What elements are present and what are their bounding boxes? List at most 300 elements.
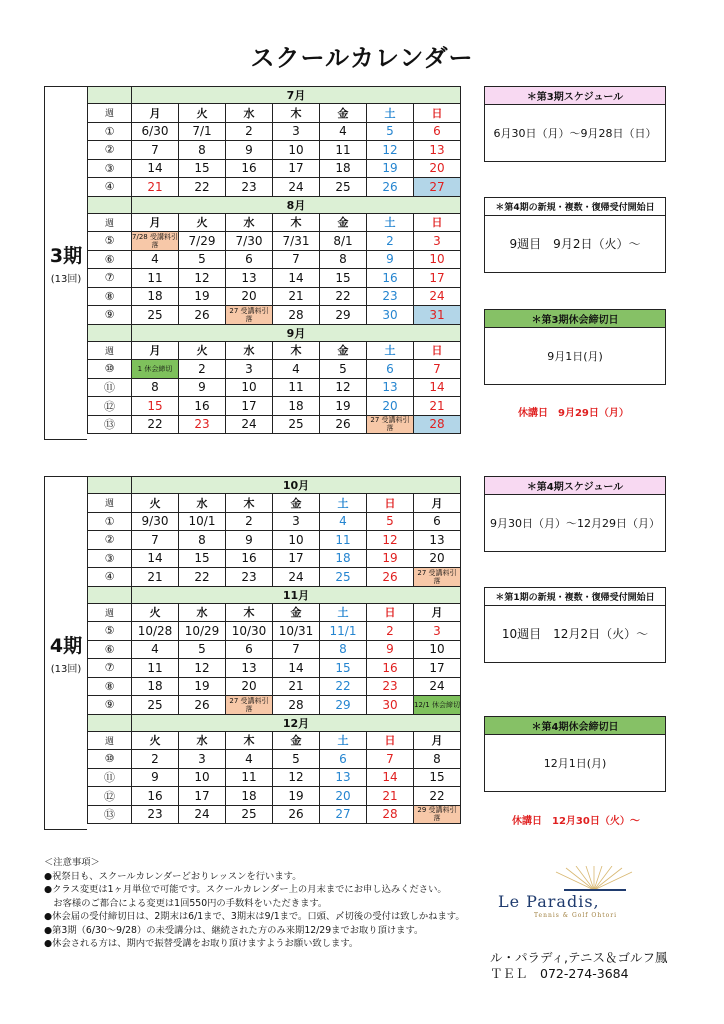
term-3-label bbox=[44, 86, 87, 440]
t4-schedule-box bbox=[484, 476, 666, 552]
week-number: ⑨ bbox=[88, 696, 132, 715]
term-name: 3期 bbox=[49, 245, 83, 267]
day-cell: 5 bbox=[367, 122, 414, 141]
week-number: ⑫ bbox=[88, 397, 132, 416]
week-row bbox=[88, 787, 461, 806]
day-cell: 19 bbox=[367, 549, 414, 568]
day-cell: 16 bbox=[367, 659, 414, 678]
day-cell: 17 bbox=[414, 659, 461, 678]
day-cell: 8 bbox=[132, 378, 179, 397]
day-cell: 12 bbox=[367, 531, 414, 550]
day-cell: 12 bbox=[367, 141, 414, 160]
day-cell: 29 bbox=[320, 306, 367, 325]
day-cell: 12 bbox=[273, 768, 320, 787]
day-cell: 7/30 bbox=[226, 232, 273, 251]
weekday-header: 水 bbox=[226, 341, 273, 360]
day-cell: 3 bbox=[273, 512, 320, 531]
weekday-header: 木 bbox=[226, 494, 273, 513]
box-heading: ＊第3期スケジュール bbox=[485, 87, 665, 105]
day-cell: 20 bbox=[226, 677, 273, 696]
weekday-header: 土 bbox=[367, 213, 414, 232]
day-cell: 25 bbox=[273, 415, 320, 434]
day-cell: 25 bbox=[320, 178, 367, 197]
day-cell: 6 bbox=[226, 640, 273, 659]
day-cell: 24 bbox=[273, 178, 320, 197]
weekday-header: 月 bbox=[414, 731, 461, 750]
day-cell: 2 bbox=[367, 232, 414, 251]
week-number: ⑪ bbox=[88, 378, 132, 397]
week-column-header: 週 bbox=[88, 494, 132, 513]
week-number: ⑩ bbox=[88, 750, 132, 769]
day-cell: 11 bbox=[132, 659, 179, 678]
day-cell: 9/30 bbox=[132, 512, 179, 531]
weekday-header: 日 bbox=[367, 731, 414, 750]
company-name: ル・パラディ,テニス＆ゴルフ鳳 bbox=[490, 950, 668, 965]
day-cell: 7 bbox=[273, 250, 320, 269]
month-title: 11月 bbox=[132, 586, 461, 603]
day-cell: 14 bbox=[132, 159, 179, 178]
day-cell: 10/30 bbox=[226, 622, 273, 641]
day-cell: 23 bbox=[226, 178, 273, 197]
day-cell: 2 bbox=[226, 512, 273, 531]
t4-registration-box bbox=[484, 197, 666, 273]
day-cell: 7/1 bbox=[179, 122, 226, 141]
day-cell: 7/31 bbox=[273, 232, 320, 251]
week-row bbox=[88, 269, 461, 288]
day-cell: 9 bbox=[132, 768, 179, 787]
day-cell: 11 bbox=[132, 269, 179, 288]
day-cell: 13 bbox=[226, 269, 273, 288]
week-number: ⑦ bbox=[88, 659, 132, 678]
day-cell: 6 bbox=[414, 512, 461, 531]
day-cell: 29 受講料引落 bbox=[414, 805, 461, 824]
week-column-header: 週 bbox=[88, 603, 132, 622]
term-4-table bbox=[87, 476, 461, 824]
day-cell: 25 bbox=[132, 696, 179, 715]
month-header-row bbox=[88, 324, 461, 341]
weekday-header: 金 bbox=[320, 213, 367, 232]
day-cell: 13 bbox=[226, 659, 273, 678]
weekday-header: 月 bbox=[132, 213, 179, 232]
day-cell: 20 bbox=[320, 787, 367, 806]
day-cell: 18 bbox=[273, 397, 320, 416]
day-cell: 10/28 bbox=[132, 622, 179, 641]
day-cell: 19 bbox=[179, 287, 226, 306]
week-row bbox=[88, 512, 461, 531]
month-title: 10月 bbox=[132, 477, 461, 494]
day-cell: 18 bbox=[132, 287, 179, 306]
weekday-header-row bbox=[88, 603, 461, 622]
week-number: ⑥ bbox=[88, 250, 132, 269]
box-body: 9月1日(月) bbox=[547, 349, 603, 363]
week-column-header: 週 bbox=[88, 213, 132, 232]
day-cell: 20 bbox=[367, 397, 414, 416]
week-number: ⑧ bbox=[88, 287, 132, 306]
day-cell: 3 bbox=[273, 122, 320, 141]
term-name: 4期 bbox=[49, 635, 83, 657]
month-header-row bbox=[88, 196, 461, 213]
day-cell: 28 bbox=[367, 805, 414, 824]
week-column-header: 週 bbox=[88, 104, 132, 123]
day-cell: 20 bbox=[414, 549, 461, 568]
week-row bbox=[88, 232, 461, 251]
weekday-header: 日 bbox=[414, 213, 461, 232]
box-heading: ＊第4期休会締切日 bbox=[485, 717, 665, 735]
day-cell: 2 bbox=[367, 622, 414, 641]
day-cell: 15 bbox=[132, 397, 179, 416]
weekday-header: 日 bbox=[414, 341, 461, 360]
day-cell: 23 bbox=[226, 568, 273, 587]
weekday-header: 日 bbox=[367, 494, 414, 513]
day-cell: 4 bbox=[320, 512, 367, 531]
day-cell: 14 bbox=[273, 269, 320, 288]
day-cell: 1 休会締切 bbox=[132, 360, 179, 379]
notes-heading: ＜注意事項＞ bbox=[44, 857, 100, 868]
day-cell: 22 bbox=[414, 787, 461, 806]
week-row bbox=[88, 250, 461, 269]
day-cell: 11 bbox=[273, 378, 320, 397]
day-cell: 2 bbox=[132, 750, 179, 769]
week-number: ② bbox=[88, 531, 132, 550]
day-cell: 16 bbox=[226, 549, 273, 568]
box-body: 9月30日（月）～12月29日（月） bbox=[490, 516, 660, 530]
day-cell: 6 bbox=[226, 250, 273, 269]
weekday-header: 日 bbox=[414, 104, 461, 123]
day-cell: 27 受講料引落 bbox=[226, 306, 273, 325]
day-cell: 10/31 bbox=[273, 622, 320, 641]
day-cell: 17 bbox=[273, 549, 320, 568]
weekday-header: 土 bbox=[367, 104, 414, 123]
day-cell: 24 bbox=[414, 287, 461, 306]
box-body: 10週目 12月2日（火）～ bbox=[501, 627, 649, 641]
day-cell: 25 bbox=[320, 568, 367, 587]
day-cell: 20 bbox=[414, 159, 461, 178]
day-cell: 19 bbox=[179, 677, 226, 696]
day-cell: 22 bbox=[132, 415, 179, 434]
week-number: ⑫ bbox=[88, 787, 132, 806]
month-title: 12月 bbox=[132, 714, 461, 731]
week-row bbox=[88, 750, 461, 769]
weekday-header: 木 bbox=[226, 603, 273, 622]
notes-line: ●第3期（6/30～9/28）の未受講分は、継続された方のみ来期12/29までお取り頂けます。 bbox=[44, 924, 424, 936]
weekday-header: 土 bbox=[367, 341, 414, 360]
weekday-header: 木 bbox=[273, 213, 320, 232]
weekday-header: 金 bbox=[273, 494, 320, 513]
day-cell: 5 bbox=[273, 750, 320, 769]
weekday-header: 水 bbox=[226, 213, 273, 232]
day-cell: 6 bbox=[414, 122, 461, 141]
week-number: ① bbox=[88, 512, 132, 531]
box-heading: ＊第4期の新規・複数・復帰受付開始日 bbox=[485, 198, 665, 216]
month-header-row bbox=[88, 586, 461, 603]
week-number: ④ bbox=[88, 178, 132, 197]
week-number: ⑤ bbox=[88, 622, 132, 641]
day-cell: 8 bbox=[320, 250, 367, 269]
weekday-header: 水 bbox=[179, 731, 226, 750]
day-cell: 4 bbox=[132, 640, 179, 659]
weekday-header: 火 bbox=[132, 731, 179, 750]
week-row bbox=[88, 397, 461, 416]
week-column-header: 週 bbox=[88, 731, 132, 750]
day-cell: 5 bbox=[179, 250, 226, 269]
weekday-header: 月 bbox=[414, 603, 461, 622]
weekday-header: 金 bbox=[273, 603, 320, 622]
day-cell: 12 bbox=[179, 269, 226, 288]
day-cell: 19 bbox=[273, 787, 320, 806]
day-cell: 3 bbox=[414, 232, 461, 251]
day-cell: 25 bbox=[226, 805, 273, 824]
notes-line: ●クラス変更は1ヶ月単位で可能です。スクールカレンダー上の月末までにお申し込みください。 bbox=[44, 884, 447, 895]
day-cell: 14 bbox=[132, 549, 179, 568]
weekday-header: 土 bbox=[320, 731, 367, 750]
day-cell: 10 bbox=[273, 531, 320, 550]
week-number: ⑤ bbox=[88, 232, 132, 251]
box-body: 12月1日(月) bbox=[543, 756, 607, 770]
t4-deadline-box bbox=[484, 716, 666, 792]
day-cell: 8 bbox=[320, 640, 367, 659]
day-cell: 21 bbox=[273, 287, 320, 306]
day-cell: 14 bbox=[367, 768, 414, 787]
day-cell: 24 bbox=[179, 805, 226, 824]
day-cell: 14 bbox=[414, 378, 461, 397]
day-cell: 10/29 bbox=[179, 622, 226, 641]
day-cell: 15 bbox=[179, 159, 226, 178]
day-cell: 22 bbox=[179, 568, 226, 587]
day-cell: 9 bbox=[226, 141, 273, 160]
week-row bbox=[88, 805, 461, 824]
day-cell: 24 bbox=[226, 415, 273, 434]
day-cell: 3 bbox=[179, 750, 226, 769]
day-cell: 13 bbox=[367, 378, 414, 397]
day-cell: 4 bbox=[226, 750, 273, 769]
week-row bbox=[88, 659, 461, 678]
weekday-header: 火 bbox=[179, 213, 226, 232]
week-row bbox=[88, 159, 461, 178]
weekday-header: 火 bbox=[132, 603, 179, 622]
day-cell: 9 bbox=[226, 531, 273, 550]
week-number: ⑥ bbox=[88, 640, 132, 659]
month-spacer bbox=[88, 324, 132, 341]
day-cell: 4 bbox=[273, 360, 320, 379]
weekday-header-row bbox=[88, 341, 461, 360]
term-3-table bbox=[87, 86, 461, 434]
week-number: ⑬ bbox=[88, 415, 132, 434]
day-cell: 21 bbox=[367, 787, 414, 806]
day-cell: 11/1 bbox=[320, 622, 367, 641]
month-spacer bbox=[88, 477, 132, 494]
day-cell: 31 bbox=[414, 306, 461, 325]
day-cell: 21 bbox=[273, 677, 320, 696]
term-3-calendar bbox=[44, 86, 464, 440]
day-cell: 18 bbox=[320, 549, 367, 568]
week-row bbox=[88, 549, 461, 568]
notes-line: ●休会される方は、期内で振替受講をお取り頂けますようお願い致します。 bbox=[44, 938, 359, 949]
logo-main-text: Le Paradis, bbox=[498, 892, 600, 911]
week-number: ⑨ bbox=[88, 306, 132, 325]
week-row bbox=[88, 622, 461, 641]
notes-line: ●祝祭日も、スクールカレンダーどおりレッスンを行います。 bbox=[44, 870, 302, 882]
week-number: ⑧ bbox=[88, 677, 132, 696]
day-cell: 16 bbox=[132, 787, 179, 806]
day-cell: 30 bbox=[367, 696, 414, 715]
day-cell: 10 bbox=[226, 378, 273, 397]
weekday-header: 金 bbox=[320, 341, 367, 360]
term-count: (13回) bbox=[50, 664, 82, 675]
weekday-header-row bbox=[88, 494, 461, 513]
day-cell: 27 受講料引落 bbox=[367, 415, 414, 434]
day-cell: 17 bbox=[273, 159, 320, 178]
day-cell: 15 bbox=[320, 659, 367, 678]
day-cell: 27 受講料引落 bbox=[226, 696, 273, 715]
week-row bbox=[88, 378, 461, 397]
term-count: (13回) bbox=[50, 274, 82, 285]
month-spacer bbox=[88, 196, 132, 213]
day-cell: 8 bbox=[179, 531, 226, 550]
day-cell: 21 bbox=[132, 568, 179, 587]
day-cell: 17 bbox=[179, 787, 226, 806]
t1-registration-box bbox=[484, 587, 666, 663]
day-cell: 23 bbox=[367, 677, 414, 696]
weekday-header: 水 bbox=[226, 104, 273, 123]
week-row bbox=[88, 122, 461, 141]
day-cell: 16 bbox=[179, 397, 226, 416]
month-title: 8月 bbox=[132, 196, 461, 213]
day-cell: 17 bbox=[226, 397, 273, 416]
week-number: ⑦ bbox=[88, 269, 132, 288]
week-number: ⑪ bbox=[88, 768, 132, 787]
month-header-row bbox=[88, 87, 461, 104]
week-row bbox=[88, 287, 461, 306]
weekday-header: 木 bbox=[273, 104, 320, 123]
day-cell: 7/29 bbox=[179, 232, 226, 251]
weekday-header: 月 bbox=[132, 104, 179, 123]
day-cell: 23 bbox=[179, 415, 226, 434]
weekday-header: 金 bbox=[320, 104, 367, 123]
day-cell: 4 bbox=[132, 250, 179, 269]
day-cell: 28 bbox=[414, 415, 461, 434]
day-cell: 26 bbox=[367, 178, 414, 197]
month-spacer bbox=[88, 87, 132, 104]
week-row bbox=[88, 696, 461, 715]
day-cell: 10/1 bbox=[179, 512, 226, 531]
day-cell: 6/30 bbox=[132, 122, 179, 141]
day-cell: 19 bbox=[320, 397, 367, 416]
month-spacer bbox=[88, 586, 132, 603]
box-heading: ＊第3期休会締切日 bbox=[485, 310, 665, 328]
day-cell: 11 bbox=[320, 141, 367, 160]
company-logo bbox=[494, 866, 664, 926]
day-cell: 12 bbox=[320, 378, 367, 397]
t3-schedule-box bbox=[484, 86, 666, 162]
weekday-header: 水 bbox=[179, 603, 226, 622]
day-cell: 14 bbox=[273, 659, 320, 678]
week-row bbox=[88, 768, 461, 787]
day-cell: 16 bbox=[226, 159, 273, 178]
day-cell: 20 bbox=[226, 287, 273, 306]
day-cell: 13 bbox=[414, 141, 461, 160]
week-row bbox=[88, 360, 461, 379]
company-phone: ＴＥＬ 072-274-3684 bbox=[490, 966, 629, 981]
day-cell: 18 bbox=[226, 787, 273, 806]
day-cell: 30 bbox=[367, 306, 414, 325]
week-row bbox=[88, 568, 461, 587]
weekday-header-row bbox=[88, 104, 461, 123]
notes-section bbox=[44, 856, 484, 951]
day-cell: 29 bbox=[320, 696, 367, 715]
day-cell: 27 bbox=[414, 178, 461, 197]
day-cell: 26 bbox=[367, 568, 414, 587]
weekday-header: 金 bbox=[273, 731, 320, 750]
day-cell: 2 bbox=[226, 122, 273, 141]
day-cell: 19 bbox=[367, 159, 414, 178]
week-row bbox=[88, 415, 461, 434]
weekday-header: 土 bbox=[320, 603, 367, 622]
day-cell: 27 受講料引落 bbox=[414, 568, 461, 587]
t3-deadline-box bbox=[484, 309, 666, 385]
weekday-header: 水 bbox=[179, 494, 226, 513]
term-4-label bbox=[44, 476, 87, 830]
weekday-header: 火 bbox=[179, 104, 226, 123]
weekday-header-row bbox=[88, 213, 461, 232]
day-cell: 3 bbox=[414, 622, 461, 641]
day-cell: 10 bbox=[414, 640, 461, 659]
day-cell: 10 bbox=[179, 768, 226, 787]
day-cell: 6 bbox=[320, 750, 367, 769]
month-spacer bbox=[88, 714, 132, 731]
box-heading: ＊第4期スケジュール bbox=[485, 477, 665, 495]
notes-line: お客様のご都合による変更は1回550円の手数料をいただきます。 bbox=[44, 897, 328, 909]
day-cell: 16 bbox=[367, 269, 414, 288]
day-cell: 26 bbox=[273, 805, 320, 824]
day-cell: 5 bbox=[367, 512, 414, 531]
day-cell: 7 bbox=[132, 141, 179, 160]
day-cell: 26 bbox=[179, 306, 226, 325]
weekday-header: 月 bbox=[132, 341, 179, 360]
day-cell: 7 bbox=[273, 640, 320, 659]
week-number: ④ bbox=[88, 568, 132, 587]
weekday-header: 木 bbox=[273, 341, 320, 360]
week-number: ③ bbox=[88, 549, 132, 568]
day-cell: 7/28 受講料引落 bbox=[132, 232, 178, 249]
weekday-header: 土 bbox=[320, 494, 367, 513]
day-cell: 25 bbox=[132, 306, 179, 325]
weekday-header: 火 bbox=[132, 494, 179, 513]
day-cell: 12 bbox=[179, 659, 226, 678]
week-row bbox=[88, 531, 461, 550]
day-cell: 24 bbox=[414, 677, 461, 696]
month-title: 7月 bbox=[132, 87, 461, 104]
term-4-calendar bbox=[44, 476, 464, 830]
company-info bbox=[490, 950, 667, 982]
day-cell: 28 bbox=[273, 696, 320, 715]
day-cell: 24 bbox=[273, 568, 320, 587]
day-cell: 12/1 休会締切 bbox=[414, 696, 461, 715]
week-number: ③ bbox=[88, 159, 132, 178]
day-cell: 21 bbox=[132, 178, 179, 197]
month-header-row bbox=[88, 714, 461, 731]
day-cell: 4 bbox=[320, 122, 367, 141]
weekday-header: 月 bbox=[414, 494, 461, 513]
box-heading: ＊第1期の新規・複数・復帰受付開始日 bbox=[485, 588, 665, 606]
weekday-header: 火 bbox=[179, 341, 226, 360]
month-title: 9月 bbox=[132, 324, 461, 341]
day-cell: 17 bbox=[414, 269, 461, 288]
day-cell: 9 bbox=[367, 640, 414, 659]
day-cell: 22 bbox=[179, 178, 226, 197]
notes-line: ●休会届の受付締切日は、2期末は6/1まで、3期末は9/1まで。口頭、〆切後の受付は致しかねます。 bbox=[44, 911, 465, 922]
weekday-header: 木 bbox=[226, 731, 273, 750]
page-title: スクールカレンダー bbox=[250, 44, 474, 72]
